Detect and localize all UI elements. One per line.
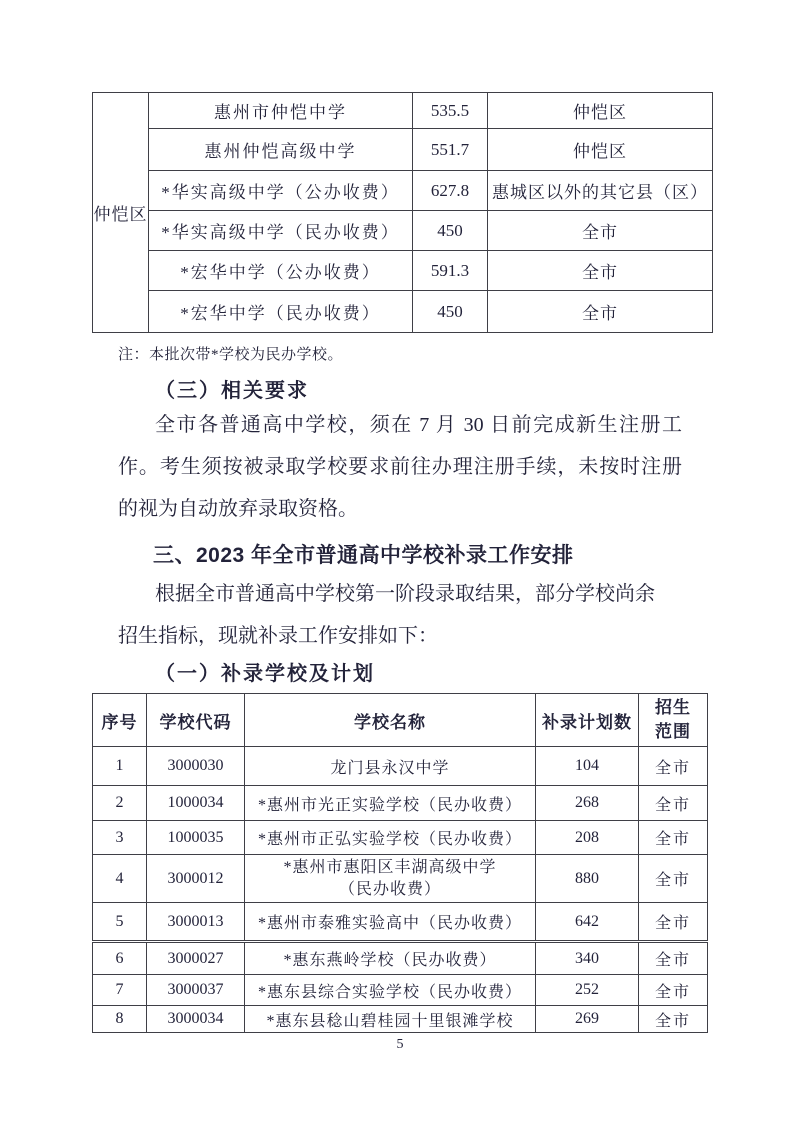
table-header-row — [93, 694, 708, 747]
paragraph-line: 根据全市普通高中学校第一阶段录取结果，部分学校尚余 — [155, 583, 655, 605]
note-text: 注：本批次带*学校为民办学校。 — [118, 347, 344, 363]
district-cell: 仲恺区 — [93, 93, 149, 333]
range-cell: 全市 — [488, 291, 713, 333]
header-cell-name: 学校名称 — [245, 694, 536, 747]
plan-cell: 268 — [536, 786, 639, 821]
school-name-cell: *惠州市光正实验学校（民办收费） — [245, 786, 536, 821]
code-cell: 3000037 — [147, 975, 245, 1006]
plan-cell: 252 — [536, 975, 639, 1006]
code-cell: 3000012 — [147, 855, 245, 903]
header-cell-range-label: 招生范围 — [655, 698, 691, 741]
school-name-cell: *华实高级中学（民办收费） — [149, 211, 413, 251]
school-name-cell: 惠州仲恺高级中学 — [149, 129, 413, 171]
section-heading-requirements: （三）相关要求 — [155, 380, 309, 402]
school-name-line: *惠州市惠阳区丰湖高级中学 — [283, 858, 497, 876]
range-cell: 全市 — [639, 821, 708, 855]
school-name-cell: *惠州市泰雅实验高中（民办收费） — [245, 903, 536, 942]
recruit-plan-table — [92, 693, 708, 1033]
no-cell: 4 — [93, 855, 147, 903]
score-cell: 591.3 — [413, 251, 488, 291]
school-name-cell: *惠州市正弘实验学校（民办收费） — [245, 821, 536, 855]
paragraph-line: 作。考生须按被录取学校要求前往办理注册手续，未按时注册 — [118, 456, 682, 478]
header-cell-code: 学校代码 — [147, 694, 245, 747]
table-row — [93, 93, 713, 129]
paragraph-requirements — [118, 404, 682, 530]
range-cell: 全市 — [639, 942, 708, 975]
plan-cell: 269 — [536, 1006, 639, 1033]
school-name-cell: *宏华中学（民办收费） — [149, 291, 413, 333]
plan-cell: 880 — [536, 855, 639, 903]
school-name-cell: *华实高级中学（公办收费） — [149, 171, 413, 211]
paragraph-line: 全市各普通高中学校，须在 7 月 30 日前完成新生注册工 — [155, 414, 682, 436]
score-cell: 551.7 — [413, 129, 488, 171]
header-cell-range — [639, 694, 708, 747]
range-cell: 全市 — [639, 903, 708, 942]
no-cell: 2 — [93, 786, 147, 821]
score-cell: 535.5 — [413, 93, 488, 129]
table-row — [93, 171, 713, 211]
range-cell: 全市 — [639, 1006, 708, 1033]
paragraph-line: 招生指标，现就补录工作安排如下： — [118, 625, 438, 647]
range-cell: 全市 — [639, 786, 708, 821]
score-cell: 627.8 — [413, 171, 488, 211]
range-cell: 全市 — [639, 747, 708, 786]
table-row — [93, 821, 708, 855]
table-row — [93, 942, 708, 975]
plan-cell: 104 — [536, 747, 639, 786]
code-cell: 3000034 — [147, 1006, 245, 1033]
section-heading-plan: （一）补录学校及计划 — [155, 663, 375, 685]
cutoff-score-table — [92, 92, 713, 333]
code-cell: 3000027 — [147, 942, 245, 975]
plan-cell: 208 — [536, 821, 639, 855]
range-cell: 仲恺区 — [488, 93, 713, 129]
table-row — [93, 1006, 708, 1033]
header-cell-plan: 补录计划数 — [536, 694, 639, 747]
code-cell: 3000030 — [147, 747, 245, 786]
school-name-cell — [245, 855, 536, 903]
no-cell: 7 — [93, 975, 147, 1006]
section-heading-main: 三、2023 年全市普通高中学校补录工作安排 — [153, 544, 574, 567]
table-row — [93, 975, 708, 1006]
table-row — [93, 129, 713, 171]
table-row — [93, 251, 713, 291]
school-name-cell: 龙门县永汉中学 — [245, 747, 536, 786]
header-cell-no: 序号 — [93, 694, 147, 747]
paragraph-line: 的视为自动放弃录取资格。 — [118, 498, 358, 520]
range-cell: 仲恺区 — [488, 129, 713, 171]
table-row — [93, 747, 708, 786]
plan-cell: 340 — [536, 942, 639, 975]
no-cell: 1 — [93, 747, 147, 786]
code-cell: 1000034 — [147, 786, 245, 821]
range-cell: 全市 — [488, 251, 713, 291]
no-cell: 8 — [93, 1006, 147, 1033]
plan-cell: 642 — [536, 903, 639, 942]
range-cell: 全市 — [639, 855, 708, 903]
school-name-cell: *惠东县综合实验学校（民办收费） — [245, 975, 536, 1006]
score-cell: 450 — [413, 291, 488, 333]
school-name-line: （民办收费） — [338, 880, 441, 898]
code-cell: 1000035 — [147, 821, 245, 855]
score-cell: 450 — [413, 211, 488, 251]
range-cell: 全市 — [488, 211, 713, 251]
table-row — [93, 903, 708, 942]
table-row — [93, 291, 713, 333]
range-cell: 惠城区以外的其它县（区） — [488, 171, 713, 211]
table-row — [93, 855, 708, 903]
no-cell: 3 — [93, 821, 147, 855]
code-cell: 3000013 — [147, 903, 245, 942]
school-name-cell: *惠东县稔山碧桂园十里银滩学校 — [245, 1006, 536, 1033]
no-cell: 5 — [93, 903, 147, 942]
range-cell: 全市 — [639, 975, 708, 1006]
paragraph-main — [118, 573, 682, 657]
page-number: 5 — [396, 1037, 404, 1052]
no-cell: 6 — [93, 942, 147, 975]
school-name-cell: *宏华中学（公办收费） — [149, 251, 413, 291]
school-name-cell: *惠东燕岭学校（民办收费） — [245, 942, 536, 975]
table-row — [93, 786, 708, 821]
table-row — [93, 211, 713, 251]
school-name-cell: 惠州市仲恺中学 — [149, 93, 413, 129]
